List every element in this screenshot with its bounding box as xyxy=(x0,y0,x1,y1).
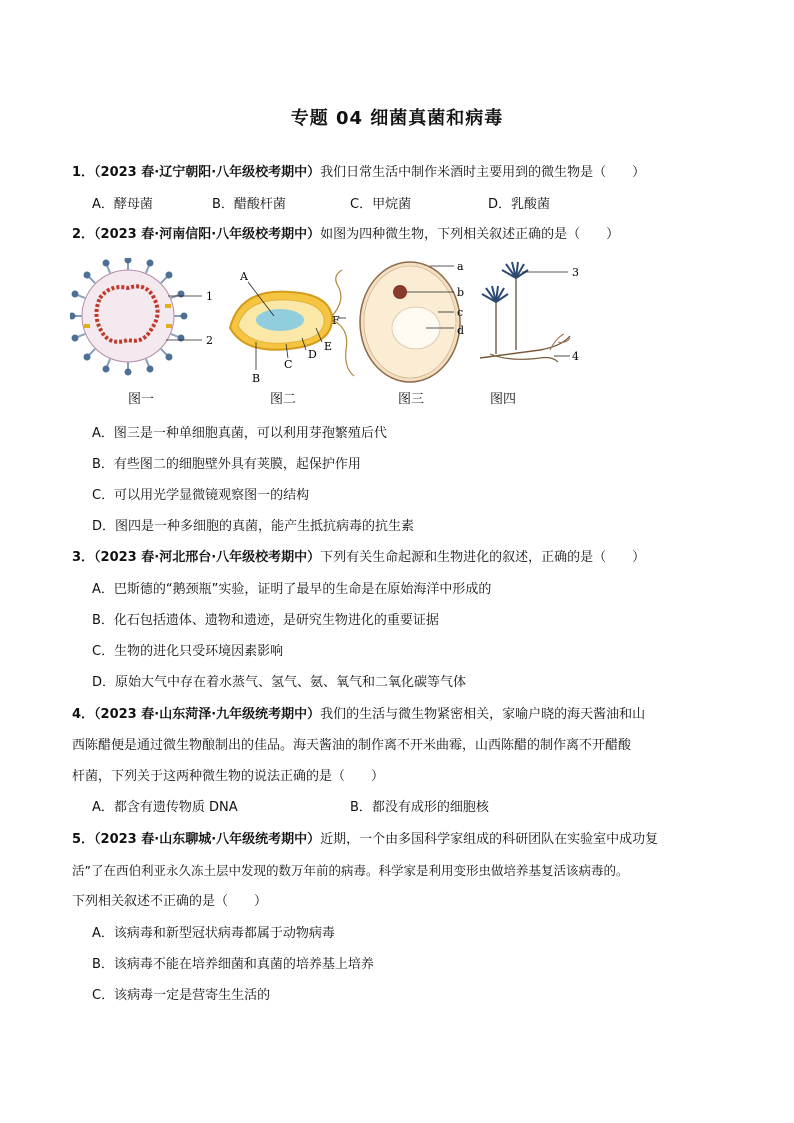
question-source: （2023 春·河北邢台·八年级校考期中） xyxy=(94,550,321,565)
fig4-label-4: 4 xyxy=(572,350,579,363)
question-text: 如图为四种微生物，下列相关叙述正确的是（ ） xyxy=(320,227,620,242)
question-text: 近期，一个由多国科学家组成的科研团队在实验室中成功复 xyxy=(320,832,659,847)
q2-option-c: C．可以用光学显微镜观察图一的结构 xyxy=(92,488,310,503)
question-5-stem-line-3: 下列相关叙述不正确的是（ ） xyxy=(72,894,268,909)
fig3-label-a: a xyxy=(457,260,464,273)
question-4-stem-line-3: 杆菌，下列关于这两种微生物的说法正确的是（ ） xyxy=(72,769,385,784)
q3-option-c: C．生物的进化只受环境因素影响 xyxy=(92,644,284,659)
question-number: 4． xyxy=(72,707,95,722)
figure-caption-1: 图一 xyxy=(128,392,155,407)
q3-option-d: D．原始大气中存在着水蒸气、氢气、氨、氧气和二氧化碳等气体 xyxy=(92,675,467,690)
q5-option-a: A．该病毒和新型冠状病毒都属于动物病毒 xyxy=(92,926,335,941)
question-number: 2． xyxy=(72,227,95,242)
q1-option-a: A．酵母菌 xyxy=(92,197,153,212)
q1-option-c: C．甲烷菌 xyxy=(350,197,412,212)
question-number: 5． xyxy=(72,832,95,847)
question-4-stem-line-2: 西陈醋便是通过微生物酿制出的佳品。海天酱油的制作离不开米曲霉，山西陈醋的制作离不开醋酸 xyxy=(72,738,632,753)
question-text: 我们的生活与微生物紧密相关，家喻户晓的海天酱油和山 xyxy=(320,707,646,722)
microorganism-figure xyxy=(70,258,610,388)
question-2-stem xyxy=(72,226,619,244)
question-text: 我们日常生活中制作米酒时主要用到的微生物是（ ） xyxy=(320,165,646,180)
fig2-label-e: E xyxy=(324,340,333,353)
q3-option-a: A．巴斯德的“鹅颈瓶”实验，证明了最早的生命是在原始海洋中形成的 xyxy=(92,582,492,597)
question-5-stem-line-2: 活”了在西伯利亚永久冻土层中发现的数万年前的病毒。科学家是利用变形虫做培养基复活该病毒的。 xyxy=(72,863,629,878)
question-number: 3． xyxy=(72,550,95,565)
fig4-label-3: 3 xyxy=(572,266,579,279)
page-title: 专题 04 细菌真菌和病毒 xyxy=(290,108,504,129)
fig3-label-c: c xyxy=(457,306,464,319)
fig1-label-1: 1 xyxy=(206,290,213,303)
fig3-label-d: d xyxy=(457,324,465,337)
q1-option-d: D．乳酸菌 xyxy=(488,197,551,212)
fig2-label-b: B xyxy=(252,372,261,385)
fig1-label-2: 2 xyxy=(206,334,213,347)
fig2-label-c: C xyxy=(284,358,293,371)
q3-option-b: B．化石包括遗体、遗物和遗迹，是研究生物进化的重要证据 xyxy=(92,613,439,628)
q4-option-a: A．都含有遗传物质 DNA xyxy=(92,800,238,815)
question-source: （2023 春·山东聊城·八年级统考期中） xyxy=(94,832,321,847)
virus-illustration xyxy=(70,258,213,376)
question-source: （2023 春·辽宁朝阳·八年级校考期中） xyxy=(94,165,321,180)
question-5-stem xyxy=(72,831,658,849)
fig2-label-d: D xyxy=(308,348,317,361)
q2-option-b: B．有些图二的细胞壁外具有荚膜，起保护作用 xyxy=(92,457,361,472)
yeast-illustration xyxy=(360,260,464,382)
q2-option-d: D．图四是一种多细胞的真菌，能产生抵抗病毒的抗生素 xyxy=(92,519,415,534)
q1-option-b: B．醋酸杆菌 xyxy=(212,197,286,212)
question-text: 下列有关生命起源和生物进化的叙述，正确的是（ ） xyxy=(320,550,646,565)
fig3-label-b: b xyxy=(457,286,465,299)
q5-option-b: B．该病毒不能在培养细菌和真菌的培养基上培养 xyxy=(92,957,374,972)
q5-option-c: C．该病毒一定是营寄生生活的 xyxy=(92,988,271,1003)
q4-option-b: B．都没有成形的细胞核 xyxy=(350,800,489,815)
fig2-label-a: A xyxy=(240,270,248,283)
question-source: （2023 春·河南信阳·八年级校考期中） xyxy=(94,227,321,242)
question-4-stem xyxy=(72,706,645,724)
question-source: （2023 春·山东菏泽·九年级统考期中） xyxy=(94,707,321,722)
mold-illustration xyxy=(480,262,579,363)
question-1-stem xyxy=(72,164,645,182)
bacterium-illustration xyxy=(230,270,354,385)
figure-caption-4: 图四 xyxy=(490,392,517,407)
question-number: 1． xyxy=(72,165,95,180)
question-3-stem xyxy=(72,549,645,567)
figure-caption-2: 图二 xyxy=(270,392,297,407)
figure-caption-3: 图三 xyxy=(398,392,425,407)
q2-option-a: A．图三是一种单细胞真菌，可以利用芽孢繁殖后代 xyxy=(92,426,387,441)
fig2-label-f: F xyxy=(332,314,340,327)
